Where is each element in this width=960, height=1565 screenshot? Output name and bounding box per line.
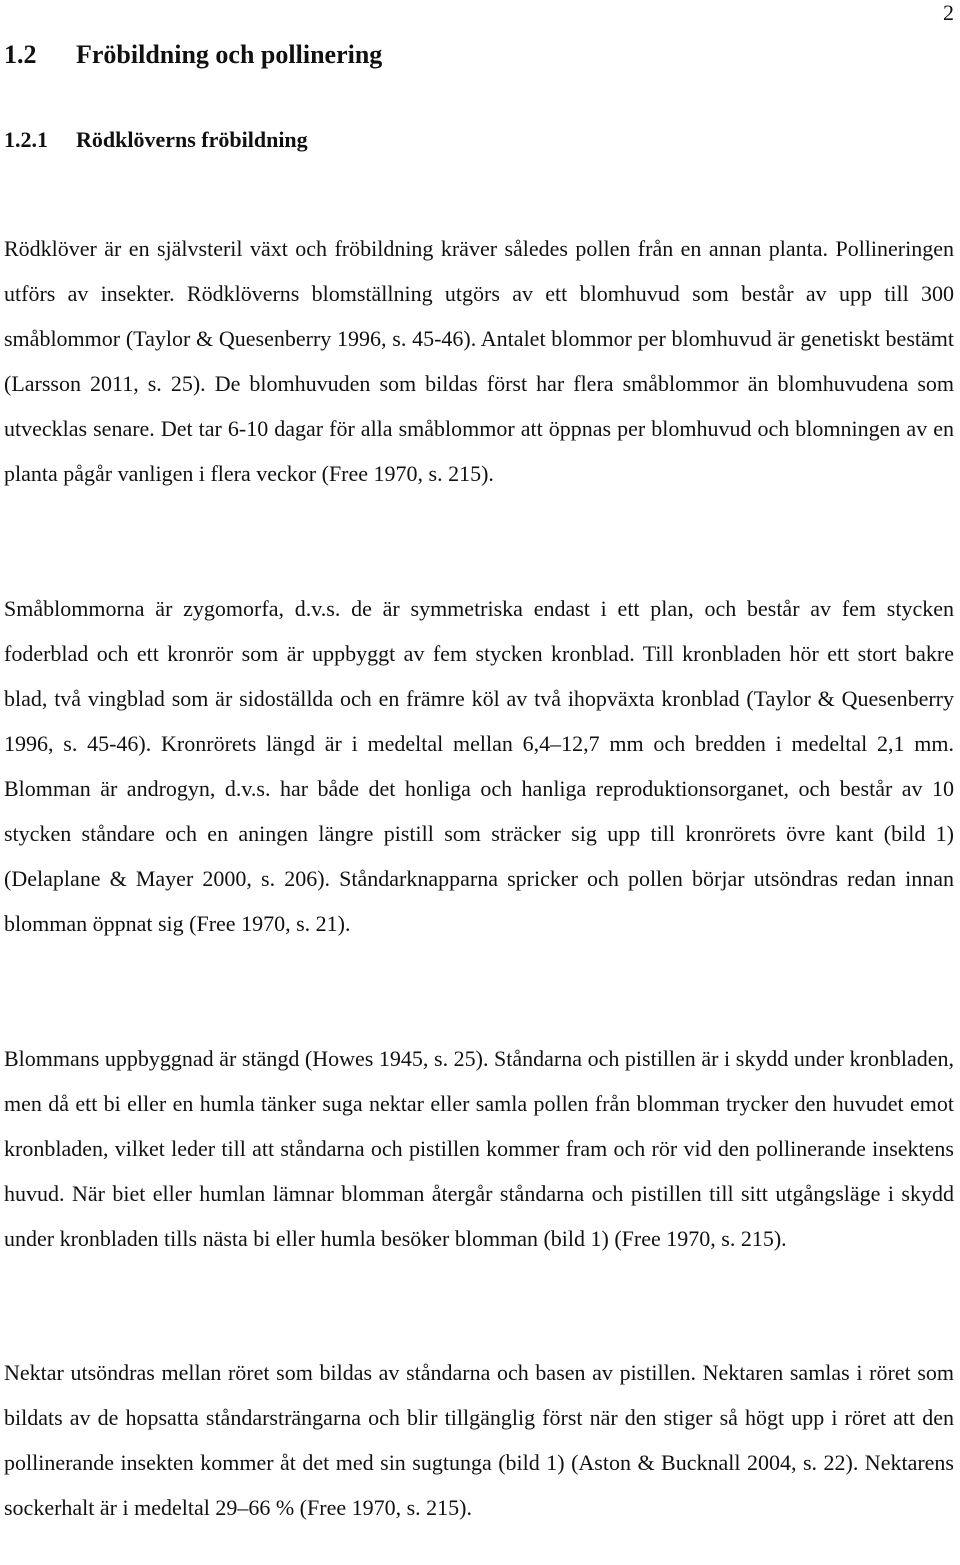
subsection-title: Rödklöverns fröbildning <box>76 127 308 152</box>
page-number: 2 <box>943 0 954 25</box>
subsection-number: 1.2.1 <box>4 127 48 152</box>
paragraph-3: Blommans uppbyggnad är stängd (Howes 1945, s. 25). Ståndarna och pistillen är i skydd under kronbladen, men då ett bi eller en humla tänker suga nektar eller samla pollen från blomman trycker den huvudet emot kronbladen, vilket leder till att ståndarna och pistillen kommer fram och rör vid den pollinerande insektens huvud. När biet eller humlan lämnar blomman återgår ståndarna och pistillen till sitt utgångsläge i skydd under kronbladen tills nästa bi eller humla besöker blomman (bild 1) (Free 1970, s. 215). <box>4 1046 954 1251</box>
paragraph-2: Småblommorna är zygomorfa, d.v.s. de är symmetriska endast i ett plan, och består av fem stycken foderblad och ett kronrör som är uppbyggt av fem stycken kronblad. Till kronbladen hör ett stort bakre blad, två vingblad som är sidoställda och en främre köl av två ihopväxta kronblad (Taylor & Quesenberry 1996, s. 45-46). Kronrörets längd är i medeltal mellan 6,4–12,7 mm och bredden i medeltal 2,1 mm. Blomman är androgyn, d.v.s. har både det honliga och hanliga reproduktionsorganet, och består av 10 stycken ståndare och en aningen längre pistill som sträcker sig upp till kronrörets övre kant (bild 1) (Delaplane & Mayer 2000, s. 206). Ståndarknapparna spricker och pollen börjar utsöndras redan innan blomman öppnat sig (Free 1970, s. 21). <box>4 596 954 936</box>
section-heading <box>4 40 382 70</box>
section-number: 1.2 <box>4 40 37 69</box>
paragraph-1: Rödklöver är en självsteril växt och fröbildning kräver således pollen från en annan planta. Pollineringen utförs av insekter. Rödklöverns blomställning utgörs av ett blomhuvud som består av upp till 300 småblommor (Taylor & Quesenberry 1996, s. 45-46). Antalet blommor per blomhuvud är genetiskt bestämt (Larsson 2011, s. 25). De blomhuvuden som bildas först har flera småblommor än blomhuvudena som utvecklas senare. Det tar 6-10 dagar för alla småblommor att öppnas per blomhuvud och blomningen av en planta pågår vanligen i flera veckor (Free 1970, s. 215). <box>4 236 954 486</box>
subsection-heading <box>4 127 308 153</box>
section-title: Fröbildning och pollinering <box>76 40 383 69</box>
paragraph-4: Nektar utsöndras mellan röret som bildas av ståndarna och basen av pistillen. Nektaren samlas i röret som bildats av de hopsatta ståndarsträngarna och blir tillgänglig först när den stiger så högt upp i röret att den pollinerande insekten kommer åt det med sin sugtunga (bild 1) (Aston & Bucknall 2004, s. 22). Nektarens sockerhalt är i medeltal 29–66 % (Free 1970, s. 215). <box>4 1360 954 1520</box>
